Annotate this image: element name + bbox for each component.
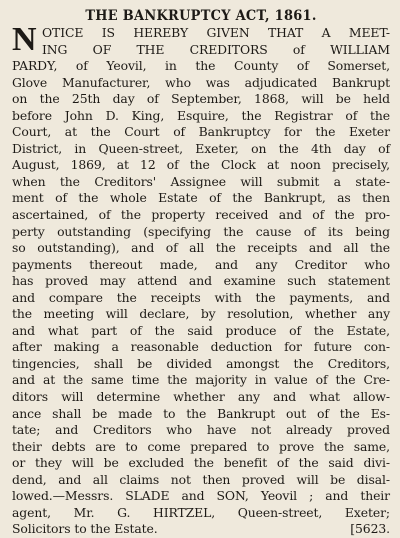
- notice-line: tingencies, shall be divided amongst the Creditors,: [12, 355, 390, 371]
- notice-line: lowed.—Messrs. SLADE and SON, Yeovil ; and their: [12, 488, 390, 504]
- notice-line: ascertained, of the property received and of the pro-: [12, 207, 390, 223]
- notice-line: their debts are to come prepared to prove the same,: [12, 438, 390, 454]
- notice-line: August, 1869, at 12 of the Clock at noon precisely,: [12, 157, 390, 173]
- notice-line: ING OF THE CREDITORS of WILLIAM: [42, 41, 390, 57]
- notice-line: before John D. King, Esquire, the Registrar of the: [12, 107, 390, 123]
- notice-heading: THE BANKRUPTCY ACT, 1861.: [85, 8, 317, 24]
- notice-line: ment of the whole Estate of the Bankrupt, as then: [12, 190, 390, 206]
- notice-line: agent, Mr. G. HIRTZEL, Queen-street, Exeter;: [12, 504, 390, 520]
- notice-line: ditors will determine whether any and what allow-: [12, 389, 390, 405]
- notice-line: tate; and Creditors who have not already proved: [12, 422, 390, 438]
- notice-line: dend, and all claims not then proved will be disal-: [12, 471, 390, 487]
- notice-line: and what part of the said produce of the Estate,: [12, 322, 390, 338]
- notice-reference-number: [5623.: [350, 521, 390, 537]
- notice-line: when the Creditors' Assignee will submit a state-: [12, 173, 390, 189]
- notice-line: Court, at the Court of Bankruptcy for the Exeter: [12, 124, 390, 140]
- notice-line: and compare the receipts with the payments, and: [12, 289, 390, 305]
- notice-line: perty outstanding (specifying the cause of its being: [12, 223, 390, 239]
- solicitors-text: Solicitors to the Estate.: [12, 521, 158, 537]
- notice-line: the meeting will declare, by resolution, whether any: [12, 306, 390, 322]
- notice-line: PARDY, of Yeovil, in the County of Somerset,: [12, 58, 390, 74]
- notice-line: has proved may attend and examine such statement: [12, 273, 390, 289]
- notice-line: District, in Queen-street, Exeter, on the 4th day of: [12, 140, 390, 156]
- notice-line: after making a reasonable deduction for future con-: [12, 339, 390, 355]
- notice-final-line: [12, 521, 390, 538]
- notice-line: Glove Manufacturer, who was adjudicated Bankrupt: [12, 74, 390, 90]
- notice-line: on the 25th day of September, 1868, will be held: [12, 91, 390, 107]
- notice-line: or they will be excluded the benefit of the said divi-: [12, 455, 390, 471]
- notice-line: OTICE IS HEREBY GIVEN THAT A MEET-: [42, 25, 390, 40]
- notice-line: ance shall be made to the Bankrupt out of the Es-: [12, 405, 390, 421]
- drop-cap: N: [12, 21, 37, 58]
- notice-line: so outstanding), and of all the receipts and all the: [12, 240, 390, 256]
- notice-body: [12, 21, 390, 538]
- notice-line: and at the same time the majority in value of the Cre-: [12, 372, 390, 388]
- notice-line: payments thereout made, and any Creditor who: [12, 256, 390, 272]
